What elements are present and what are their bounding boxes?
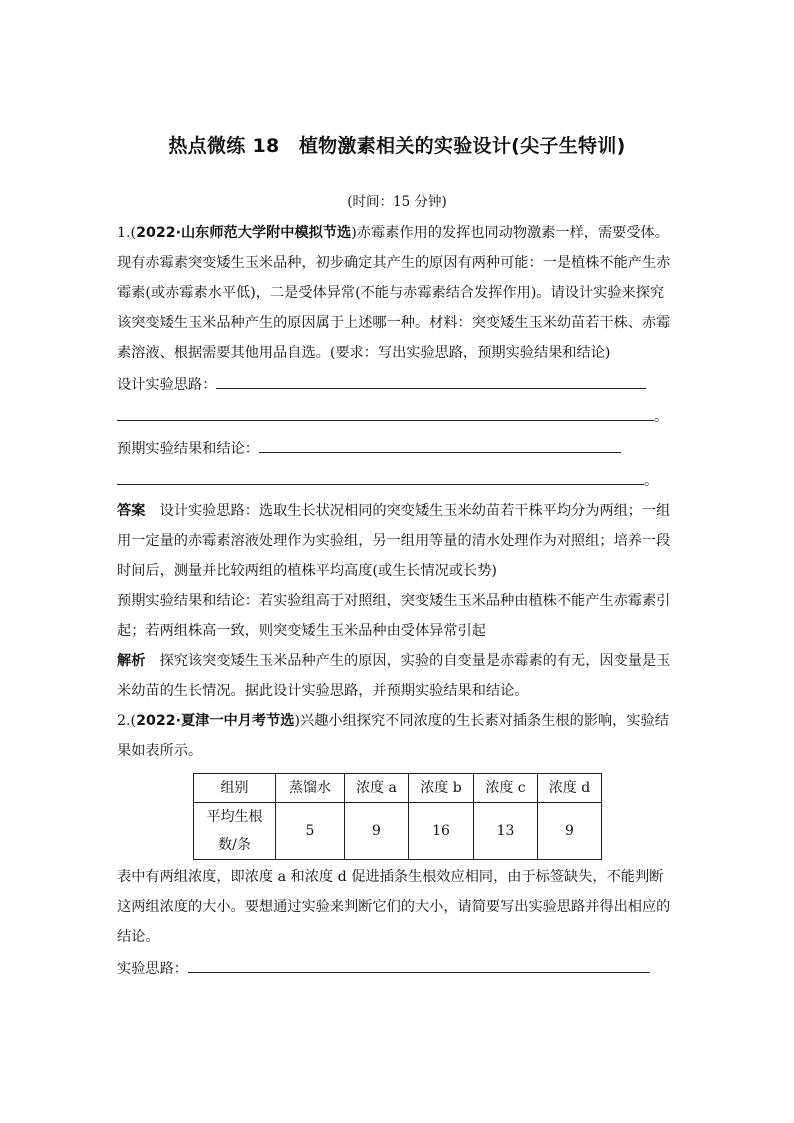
design-blank-2[interactable] [117,400,654,421]
question-2-after-table [117,862,677,952]
results-table [193,773,602,860]
table-cell: 13 [474,803,538,860]
answer-paragraph [117,496,677,586]
question-1-source: 2022·山东师范大学附中模拟节选 [136,225,352,241]
table-header-cell: 浓度 b [409,774,474,803]
design-period: 。 [654,409,669,425]
page-title: 热点微练 18 植物激素相关的实验设计(尖子生特训) [168,135,626,157]
expect-label: 预期实验结果和结论： [117,441,259,457]
question-2-stem [117,706,677,766]
table-header-cell: 浓度 c [474,774,538,803]
expect-blank-1[interactable] [259,432,621,453]
analysis-label: 解析 [117,653,146,669]
question-1 [117,218,677,984]
expect-line [117,432,677,464]
after-table-text: 表中有两组浓度，即浓度 a 和浓度 d 促进插条生根效应相同，由于标签缺失，不能判断这两组浓度的大小。要想通过实验来判断它们的大小，请简要写出实验思路并得出相应的结论。 [117,869,671,945]
idea-line [117,952,677,984]
table-header-cell: 浓度 d [538,774,602,803]
answer-label: 答案 [117,503,146,519]
table-row-label [194,803,276,860]
idea-label: 实验思路： [117,961,188,977]
expect-blank-2[interactable] [117,464,644,485]
table-row [194,803,602,860]
expect-line-2 [117,464,677,496]
design-line [117,368,677,400]
row-label-line-2: 数/条 [218,837,251,853]
design-line-2 [117,400,677,432]
answer-expect-paragraph [117,586,677,646]
row-label-line-1: 平均生根 [206,809,263,825]
table-cell: 9 [538,803,602,860]
answer-design: 设计实验思路：选取生长状况相同的突变矮生玉米幼苗若干株平均分为两组；一组用一定量的赤霉素溶液处理作为实验组，另一组用等量的清水处理作为对照组；培养一段时间后，测量并比较两组的植株平均高度(或生长情况或长势) [117,503,671,579]
table-cell: 9 [345,803,409,860]
idea-blank[interactable] [188,952,650,973]
question-1-text: )赤霉素作用的发挥也同动物激素一样，需要受体。现有赤霉素突变矮生玉米品种，初步确定其产生的原因有两种可能：一是植株不能产生赤霉素(或赤霉素水平低)，二是受体异常(不能与赤霉素结合发挥作用)。请设计实验来探究该突变矮生玉米品种产生的原因属于上述哪一种。材料：突变矮生玉米幼苗若干株、赤霉素溶液、根据需要其他用品自选。(要求：写出实验思路，预期实验结果和结论) [117,225,671,361]
table-cell: 16 [409,803,474,860]
design-blank-1[interactable] [216,368,646,389]
question-2-number: 2.( [117,713,137,729]
table-cell: 5 [276,803,345,860]
analysis-paragraph [117,646,677,706]
question-2-source: 2022·夏津一中月考节选 [136,713,295,729]
table-header-cell: 浓度 a [345,774,409,803]
answer-expect: 预期实验结果和结论：若实验组高于对照组，突变矮生玉米品种由植株不能产生赤霉素引起；若两组株高一致，则突变矮生玉米品种由受体异常引起 [117,593,671,639]
time-note: (时间：15 分钟) [347,194,447,210]
question-1-stem [117,218,677,368]
expect-period: 。 [644,473,659,489]
question-1-number: 1.( [117,225,137,241]
question-2-text: )兴趣小组探究不同浓度的生长素对插条生根的影响，实验结果如表所示。 [117,713,669,759]
table-header-row [194,774,602,803]
design-label: 设计实验思路： [117,377,217,393]
analysis-text: 探究该突变矮生玉米品种产生的原因，实验的自变量是赤霉素的有无，因变量是玉米幼苗的生长情况。据此设计实验思路，并预期实验结果和结论。 [117,653,671,699]
table-header-cell: 蒸馏水 [276,774,345,803]
table-header-cell: 组别 [194,774,276,803]
